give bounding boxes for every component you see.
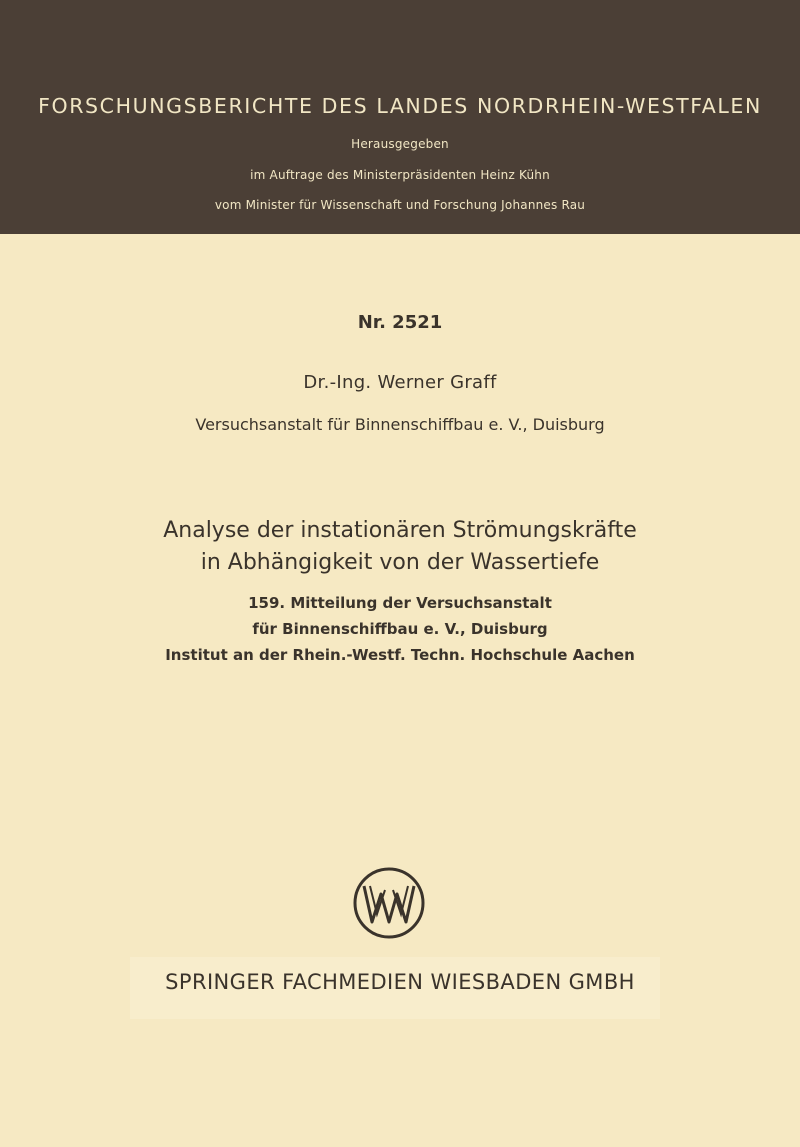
series-title: FORSCHUNGSBERICHTE DES LANDES NORDRHEIN-WESTFALEN — [38, 94, 762, 118]
author-institute: Versuchsanstalt für Binnenschiffbau e. V., Duisburg — [195, 415, 605, 434]
header-band — [0, 0, 800, 234]
title-line-1: Analyse der instationären Strömungskräfte — [163, 518, 637, 543]
subtitle-line-1: 159. Mitteilung der Versuchsanstalt — [248, 594, 552, 612]
publisher-name: SPRINGER FACHMEDIEN WIESBADEN GMBH — [165, 970, 635, 994]
title-line-2: in Abhängigkeit von der Wassertiefe — [200, 550, 600, 575]
author-name: Dr.-Ing. Werner Graff — [303, 372, 497, 393]
report-number: Nr. 2521 — [357, 312, 443, 333]
subtitle-line-3: Institut an der Rhein.-Westf. Techn. Hochschule Aachen — [165, 646, 635, 664]
subtitle-line-2: für Binnenschiffbau e. V., Duisburg — [252, 620, 548, 638]
editor-line-2: im Auftrage des Ministerpräsidenten Heinz Kühn — [250, 168, 550, 182]
westdeutscher-verlag-ww-logo-icon — [352, 866, 426, 940]
editor-line-1: Herausgegeben — [351, 137, 449, 151]
editor-line-3: vom Minister für Wissenschaft und Forschung Johannes Rau — [214, 198, 586, 212]
